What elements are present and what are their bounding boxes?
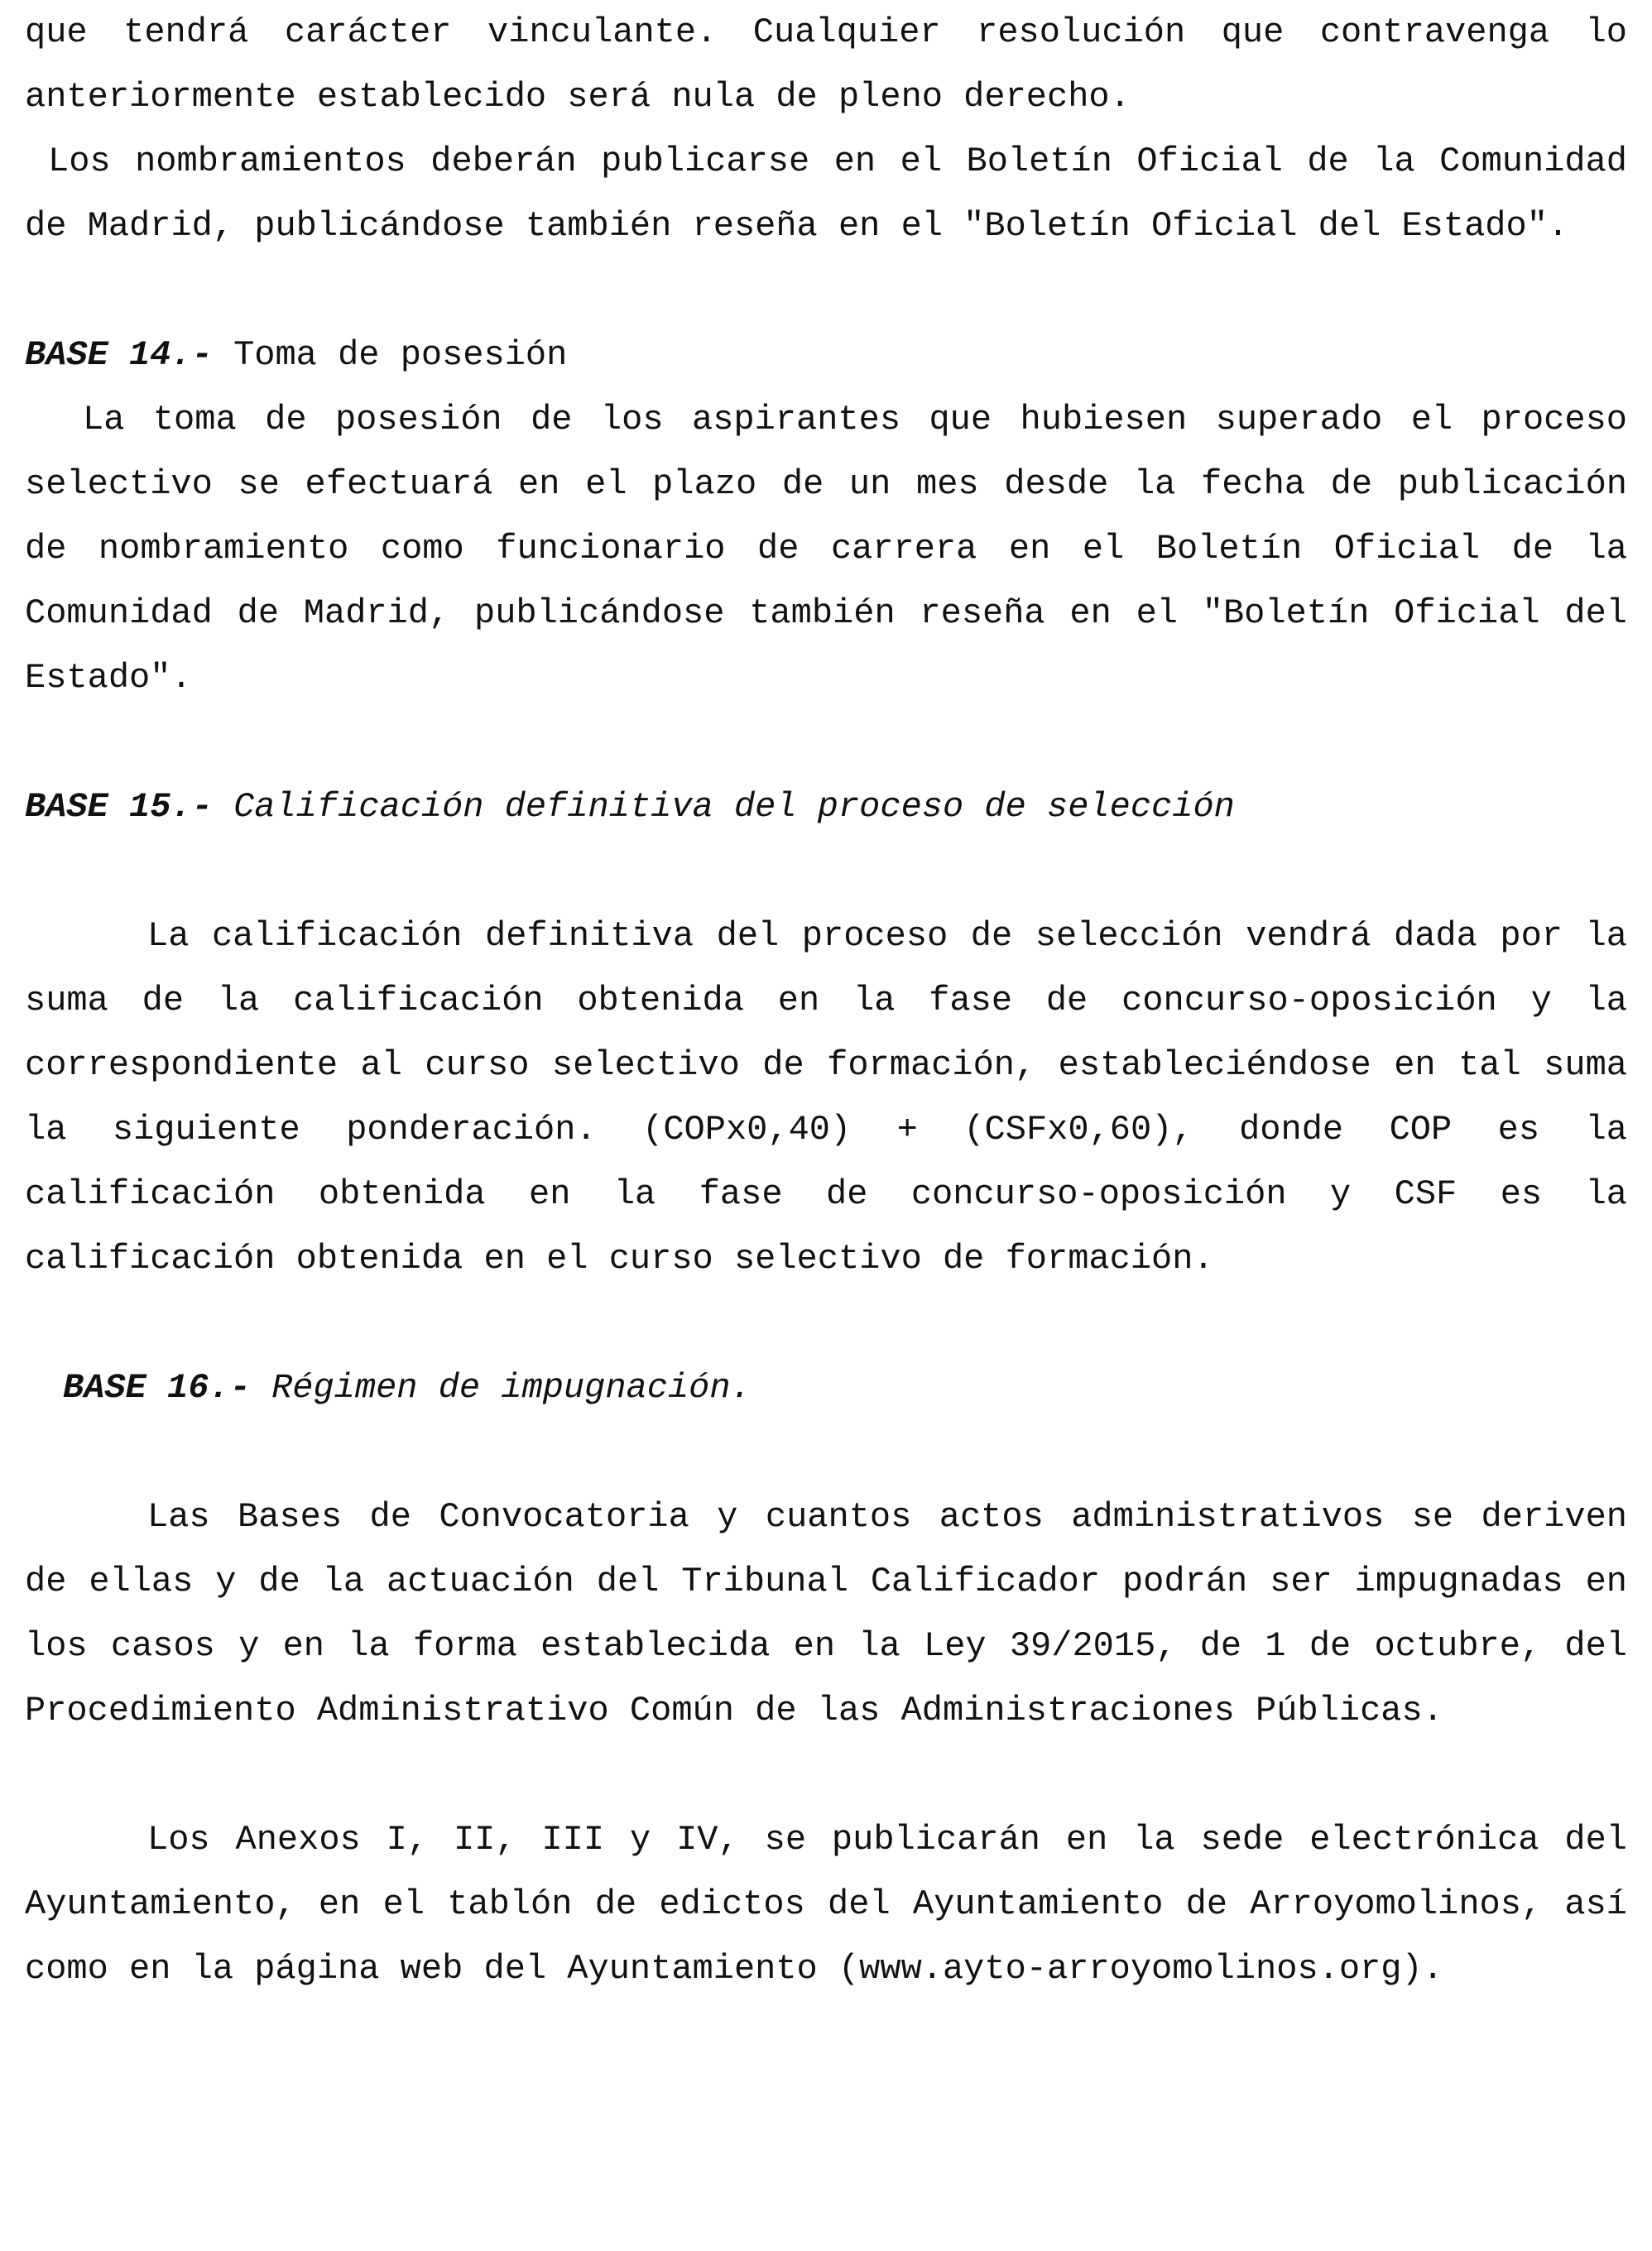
base-16-text: Las Bases de Convocatoria y cuantos actos administrativos se deriven de ellas y de la actuación del Tribunal Calificador podrán ser impugnadas en los casos y en la forma establecida en la Ley 39/2015, de 1 de octubre, del Procedimiento Administrativo Común de las Administraciones Públicas. (25, 1497, 1627, 1730)
spacer (25, 710, 1627, 775)
base-14-label: BASE 14.- (25, 335, 213, 375)
paragraph-intro-2: Los nombramientos deberán publicarse en el Boletín Oficial de la Comunidad de Madrid, publicándose también reseña en el "Boletín Oficial del Estado". (25, 142, 1627, 246)
base-16-label: BASE 16.- (63, 1368, 251, 1408)
base-16-title: Régimen de impugnación. (271, 1368, 752, 1408)
base-14-title: Toma de posesión (233, 335, 568, 375)
base-14-text: La toma de posesión de los aspirantes que hubiesen superado el proceso selectivo se efectuará en el plazo de un mes desde la fecha de publicación de nombramiento como funcionario de carrera en el Boletín Oficial de la Comunidad de Madrid, publicándose también reseña en el "Boletín Oficial del Estado". (25, 400, 1627, 698)
paragraph-intro-1: que tendrá carácter vinculante. Cualquier resolución que contravenga lo anteriormente establecido será nula de pleno derecho. (25, 12, 1627, 117)
spacer (25, 1291, 1627, 1356)
spacer (25, 1743, 1627, 1807)
spacer (25, 1420, 1627, 1485)
base-15-title: Calificación definitiva del proceso de selección (233, 787, 1235, 827)
spacer (25, 839, 1627, 904)
base-15-label: BASE 15.- (25, 787, 213, 827)
document-page (25, 0, 1627, 2001)
base-16-heading (25, 1356, 1627, 1420)
base-15-text: La calificación definitiva del proceso de selección vendrá dada por la suma de la calificación obtenida en la fase de concurso-oposición y la correspondiente al curso selectivo de formación, estableciéndose en tal suma la siguiente ponderación. (COPx0,40) + (CSFx0,60), donde COP es la calificación obtenida en la fase de concurso-oposición y CSF es la calificación obtenida en el curso selectivo de formación. (25, 916, 1627, 1279)
base-14-heading (25, 323, 1627, 387)
spacer (25, 258, 1627, 323)
paragraph-anexos: Los Anexos I, II, III y IV, se publicarán en la sede electrónica del Ayuntamiento, en el tablón de edictos del Ayuntamiento de Arroyomolinos, así como en la página web del Ayuntamiento (www.ayto-arroyomolinos.org). (25, 1820, 1627, 1989)
base-15-heading (25, 775, 1627, 839)
